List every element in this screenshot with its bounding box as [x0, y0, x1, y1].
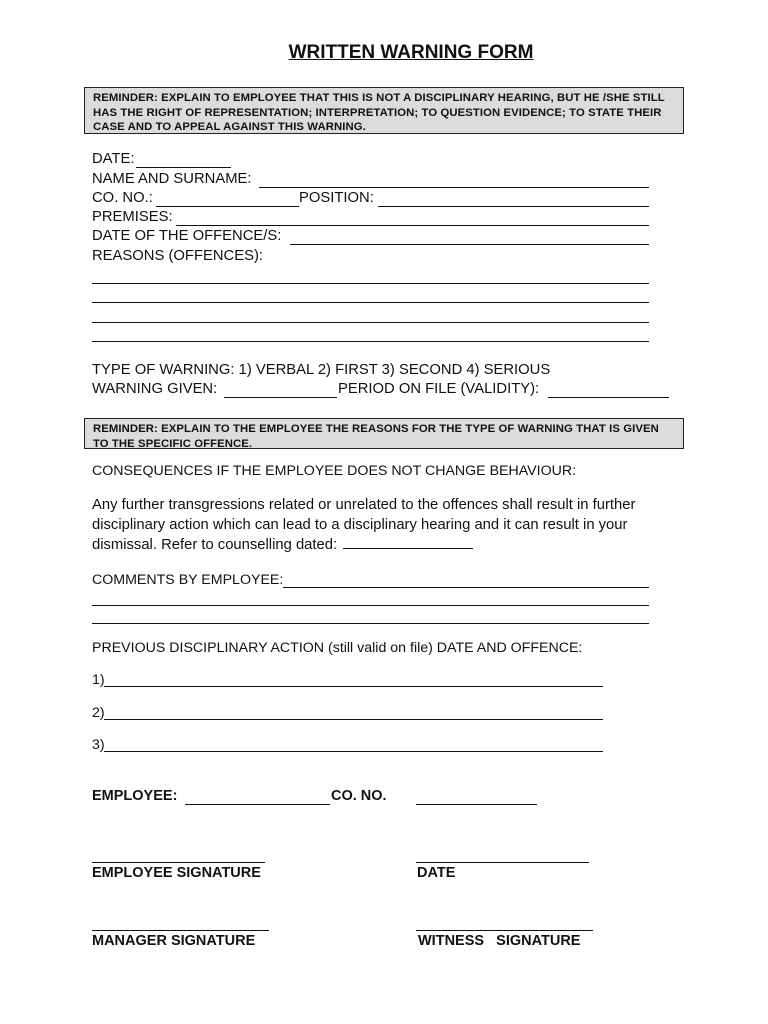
warning-given-label: WARNING GIVEN:: [92, 381, 218, 397]
previous-action-line-1[interactable]: [104, 686, 603, 687]
period-label: PERIOD ON FILE (VALIDITY):: [338, 381, 540, 397]
position-field[interactable]: [378, 206, 649, 207]
reasons-line-3[interactable]: [92, 322, 649, 323]
counselling-date-field[interactable]: [343, 535, 473, 549]
offence-date-label: DATE OF THE OFFENCE/S:: [92, 228, 282, 244]
consequences-text: Any further transgressions related or unrelated to the offences shall result in further disciplinary action which can lead to a disciplinary hearing and it can result in your dismissal. Refer to counselling dated:: [92, 497, 636, 553]
consequences-heading: CONSEQUENCES IF THE EMPLOYEE DOES NOT CHANGE BEHAVIOUR:: [92, 463, 577, 479]
employee-label: EMPLOYEE:: [92, 788, 178, 804]
comments-line-2[interactable]: [92, 605, 649, 606]
previous-action-label-3: 3): [92, 737, 105, 753]
employee-signature-line[interactable]: [92, 862, 265, 863]
co-no-bold-field[interactable]: [416, 804, 537, 805]
date-field[interactable]: [136, 167, 231, 168]
comments-line-1[interactable]: [283, 587, 649, 588]
co-no-label: CO. NO.:: [92, 190, 153, 206]
date-label: DATE:: [92, 151, 135, 167]
consequences-paragraph: [92, 496, 692, 556]
manager-signature-line[interactable]: [92, 930, 269, 931]
co-no-field[interactable]: [156, 206, 299, 207]
comments-line-3[interactable]: [92, 623, 649, 624]
date-signature-label: DATE: [417, 865, 456, 881]
form-title: WRITTEN WARNING FORM: [288, 42, 534, 63]
previous-action-label-1: 1): [92, 672, 105, 688]
warning-given-field[interactable]: [224, 397, 337, 398]
witness-signature-label: WITNESS SIGNATURE: [418, 933, 581, 949]
premises-field[interactable]: [176, 225, 649, 226]
offence-date-field[interactable]: [290, 244, 649, 245]
name-label: NAME AND SURNAME:: [92, 171, 252, 187]
comments-label: COMMENTS BY EMPLOYEE:: [92, 572, 284, 588]
manager-signature-label: MANAGER SIGNATURE: [92, 933, 256, 949]
warning-type-text: TYPE OF WARNING: 1) VERBAL 2) FIRST 3) SECOND 4) SERIOUS: [92, 362, 551, 378]
name-field[interactable]: [259, 187, 649, 188]
co-no-bold-label: CO. NO.: [331, 788, 387, 804]
previous-action-line-2[interactable]: [104, 719, 603, 720]
reasons-label: REASONS (OFFENCES):: [92, 248, 264, 264]
previous-action-line-3[interactable]: [104, 751, 603, 752]
employee-field[interactable]: [185, 804, 330, 805]
reasons-line-2[interactable]: [92, 302, 649, 303]
premises-label: PREMISES:: [92, 209, 173, 225]
reminder-box-reasons: REMINDER: EXPLAIN TO THE EMPLOYEE THE REASONS FOR THE TYPE OF WARNING THAT IS GIVEN TO THE SPECIFIC OFFENCE.: [84, 418, 684, 449]
reasons-line-4[interactable]: [92, 341, 649, 342]
witness-signature-line[interactable]: [416, 930, 593, 931]
position-label: POSITION:: [299, 190, 374, 206]
previous-action-heading: PREVIOUS DISCIPLINARY ACTION (still valid on file) DATE AND OFFENCE:: [92, 640, 583, 656]
reasons-line-1[interactable]: [92, 283, 649, 284]
previous-action-label-2: 2): [92, 705, 105, 721]
period-field[interactable]: [548, 397, 669, 398]
date-signature-line[interactable]: [416, 862, 589, 863]
employee-signature-label: EMPLOYEE SIGNATURE: [92, 865, 261, 881]
reminder-box-representation: REMINDER: EXPLAIN TO EMPLOYEE THAT THIS IS NOT A DISCIPLINARY HEARING, BUT HE /SHE STILL HAS THE RIGHT OF REPRESENTATION; INTERPRETATION; TO QUESTION EVIDENCE; TO STATE THEIR CASE AND TO APPEAL AGAINST THIS WARNING.: [84, 87, 684, 134]
